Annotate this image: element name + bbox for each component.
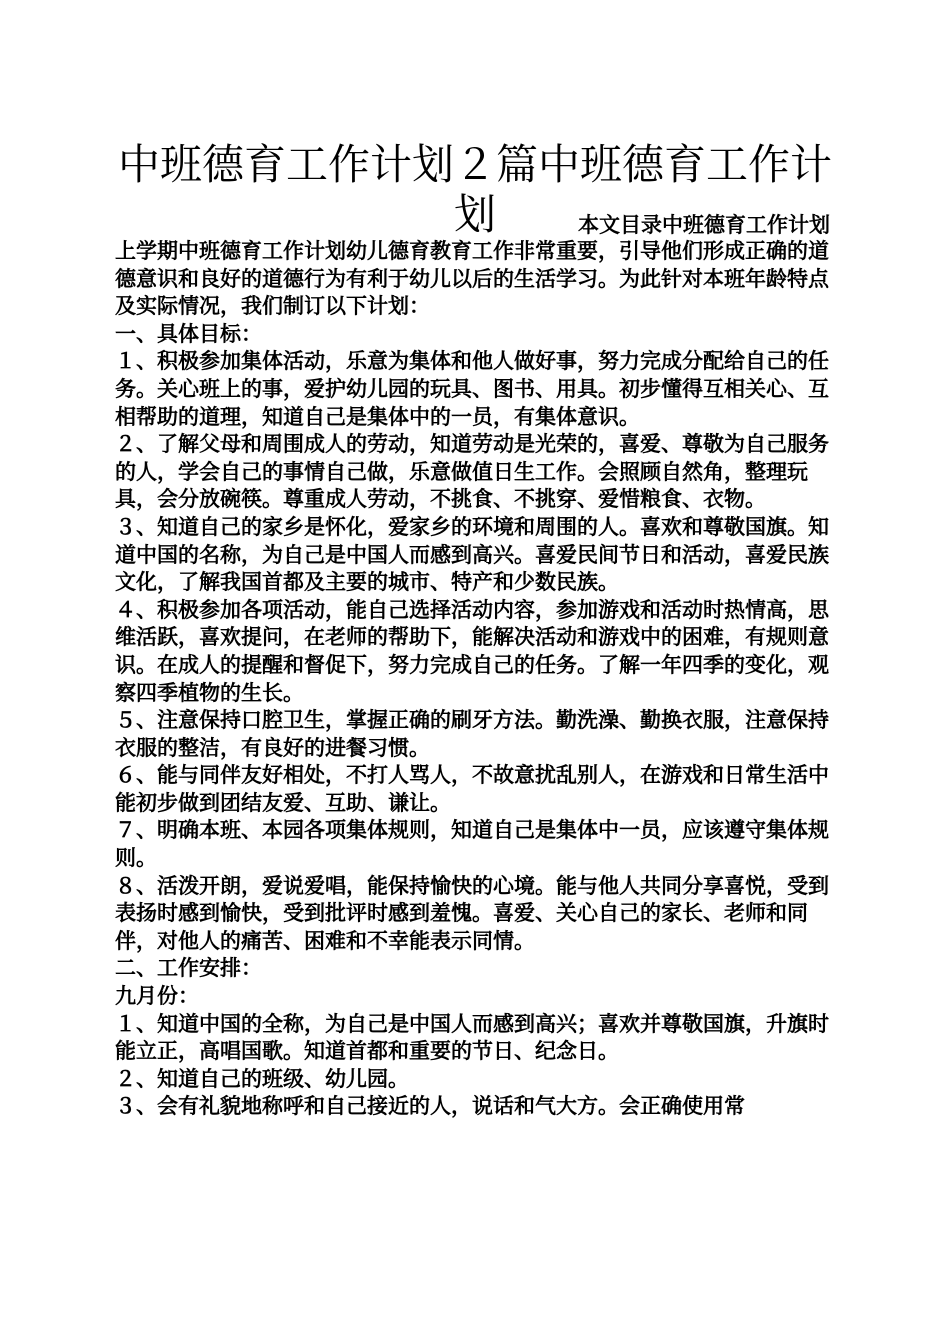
- section-heading-schedule: 二、工作安排：: [115, 956, 262, 981]
- goal-item-6: ６、能与同伴友好相处，不打人骂人，不故意扰乱别人，在游戏和日常生活中能初步做到团结友爱、互助、谦让。: [115, 763, 829, 815]
- goal-item-4: ４、积极参加各项活动，能自己选择活动内容，参加游戏和活动时热情高，思维活跃，喜欢提问，在老师的帮助下，能解决活动和游戏中的困难，有规则意识。在成人的提醒和督促下，努力完成自己的任务。了解一年四季的变化，观察四季植物的生长。: [115, 597, 829, 705]
- intro-paragraph: 上学期中班德育工作计划幼儿德育教育工作非常重要，引导他们形成正确的道德意识和良好的道德行为有利于幼儿以后的生活学习。为此针对本班年龄特点及实际情况，我们制订以下计划：: [115, 239, 829, 319]
- goal-item-2: ２、了解父母和周围成人的劳动，知道劳动是光荣的，喜爱、尊敬为自己服务的人，学会自己的事情自己做，乐意做值日生工作。会照顾自然角，整理玩具，会分放碗筷。尊重成人劳动，不挑食、不挑穿、爱惜粮食、衣物。: [115, 432, 829, 512]
- goal-item-1: １、积极参加集体活动，乐意为集体和他人做好事，努力完成分配给自己的任务。关心班上的事，爱护幼儿园的玩具、图书、用具。初步懂得互相关心、互相帮助的道理，知道自己是集体中的一员，有集体意识。: [115, 349, 829, 429]
- schedule-item-2: ２、知道自己的班级、幼儿园。: [115, 1066, 409, 1091]
- goal-item-3: ３、知道自己的家乡是怀化，爱家乡的环境和周围的人。喜欢和尊敬国旗。知道中国的名称，为自己是中国人而感到高兴。喜爱民间节日和活动，喜爱民族文化，了解我国首都及主要的城市、特产和少数民族。: [115, 514, 829, 595]
- schedule-item-3: ３、会有礼貌地称呼和自己接近的人，说话和气大方。会正确使用常: [115, 1094, 745, 1119]
- document-body: [115, 238, 845, 1121]
- goal-item-8: ８、活泼开朗，爱说爱唱，能保持愉快的心境。能与他人共同分享喜悦，受到表扬时感到愉快，受到批评时感到羞愧。喜爱、关心自己的家长、老师和同伴，对他人的痛苦、困难和不幸能表示同情。: [115, 873, 829, 953]
- section-heading-goals: 一、具体目标：: [115, 321, 262, 346]
- goal-item-7: ７、明确本班、本园各项集体规则，知道自己是集体中一员，应该遵守集体规则。: [115, 818, 829, 871]
- month-heading-september: 九月份：: [115, 984, 199, 1009]
- goal-item-5: ５、注意保持口腔卫生，掌握正确的刷牙方法。勤洗澡、勤换衣服，注意保持衣服的整洁，有良好的进餐习惯。: [115, 708, 829, 760]
- document-title: 中班德育工作计划２篇中班德育工作计划: [117, 140, 832, 240]
- schedule-item-1: １、知道中国的全称，为自己是中国人而感到高兴；喜欢并尊敬国旗，升旗时能立正，高唱国歌。知道首都和重要的节日、纪念日。: [115, 1011, 829, 1064]
- table-of-contents-line: 本文目录中班德育工作计划: [578, 213, 830, 237]
